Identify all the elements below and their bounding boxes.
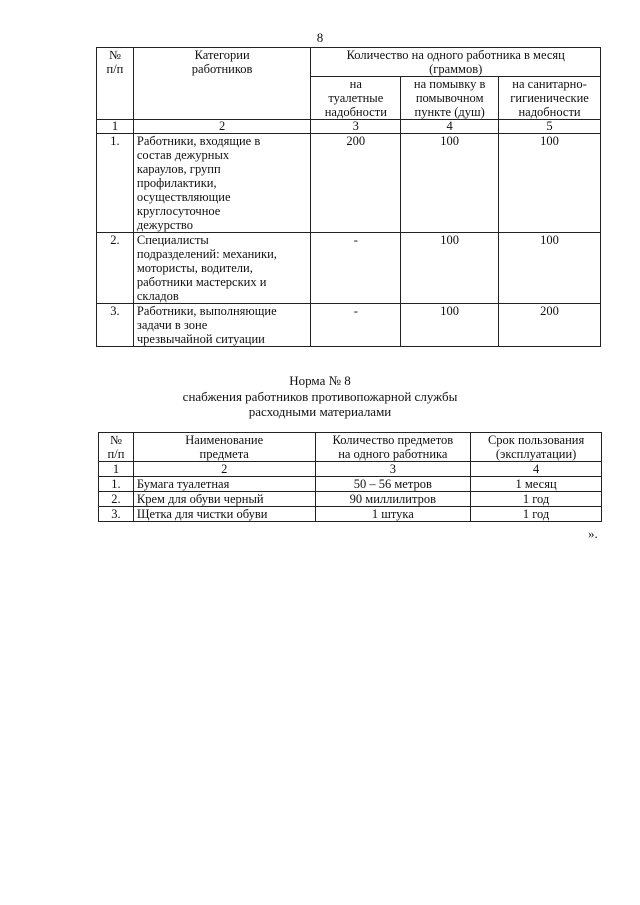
header-name: Наименование предмета: [133, 433, 315, 462]
row-num: 3.: [99, 507, 134, 522]
row-term: 1 год: [471, 507, 602, 522]
column-number-row: [97, 120, 601, 134]
column-number: 2: [133, 120, 311, 134]
row-num: 1.: [97, 134, 134, 233]
column-number: 4: [471, 462, 602, 477]
row-num: 3.: [97, 304, 134, 347]
column-number: 1: [97, 120, 134, 134]
header-toilet: на туалетные надобности: [311, 77, 401, 120]
page-number: 8: [316, 30, 324, 45]
row-item-name: Крем для обуви черный: [133, 492, 315, 507]
row-shower: 100: [401, 233, 499, 304]
row-category: Специалисты подразделений: механики, мотористы, водители, работники мастерских и складов: [133, 233, 311, 304]
row-shower: 100: [401, 134, 499, 233]
column-number-row: [99, 462, 602, 477]
header-num: № п/п: [99, 433, 134, 462]
norm7-consumption-table: [96, 47, 601, 347]
row-toilet: 200: [311, 134, 401, 233]
table-row: [97, 134, 601, 233]
row-hygiene: 200: [499, 304, 601, 347]
row-term: 1 месяц: [471, 477, 602, 492]
header-hygiene: на санитарно- гигиенические надобности: [499, 77, 601, 120]
norm8-supplies-table: [98, 432, 602, 522]
row-num: 2.: [97, 233, 134, 304]
row-item-name: Бумага туалетная: [133, 477, 315, 492]
row-shower: 100: [401, 304, 499, 347]
column-number: 3: [315, 462, 471, 477]
column-number: 4: [401, 120, 499, 134]
column-number: 2: [133, 462, 315, 477]
row-term: 1 год: [471, 492, 602, 507]
table-row: [99, 477, 602, 492]
table-row: [97, 304, 601, 347]
header-quantity: Количество предметов на одного работника: [315, 433, 471, 462]
column-number: 3: [311, 120, 401, 134]
row-quantity: 90 миллилитров: [315, 492, 471, 507]
row-toilet: -: [311, 304, 401, 347]
row-hygiene: 100: [499, 233, 601, 304]
row-hygiene: 100: [499, 134, 601, 233]
header-term: Срок пользования (эксплуатации): [471, 433, 602, 462]
row-item-name: Щетка для чистки обуви: [133, 507, 315, 522]
closing-quote-mark: ».: [588, 526, 598, 541]
row-quantity: 50 – 56 метров: [315, 477, 471, 492]
column-number: 5: [499, 120, 601, 134]
row-quantity: 1 штука: [315, 507, 471, 522]
norm-title: Норма № 8: [289, 373, 351, 388]
header-category: Категории работников: [133, 48, 311, 120]
header-num: № п/п: [97, 48, 134, 120]
row-num: 2.: [99, 492, 134, 507]
table-row: [97, 233, 601, 304]
row-num: 1.: [99, 477, 134, 492]
row-category: Работники, выполняющие задачи в зоне чрезвычайной ситуации: [133, 304, 311, 347]
norm-subtitle-line2: расходными материалами: [248, 404, 392, 419]
table-row: [99, 492, 602, 507]
row-toilet: -: [311, 233, 401, 304]
header-quantity-group: Количество на одного работника в месяц (граммов): [311, 48, 601, 77]
norm-subtitle-line1: снабжения работников противопожарной службы: [182, 389, 458, 404]
row-category: Работники, входящие в состав дежурных караулов, групп профилактики, осуществляющие круглосуточное дежурство: [133, 134, 311, 233]
table-row: [99, 507, 602, 522]
header-shower: на помывку в помывочном пункте (душ): [401, 77, 499, 120]
column-number: 1: [99, 462, 134, 477]
